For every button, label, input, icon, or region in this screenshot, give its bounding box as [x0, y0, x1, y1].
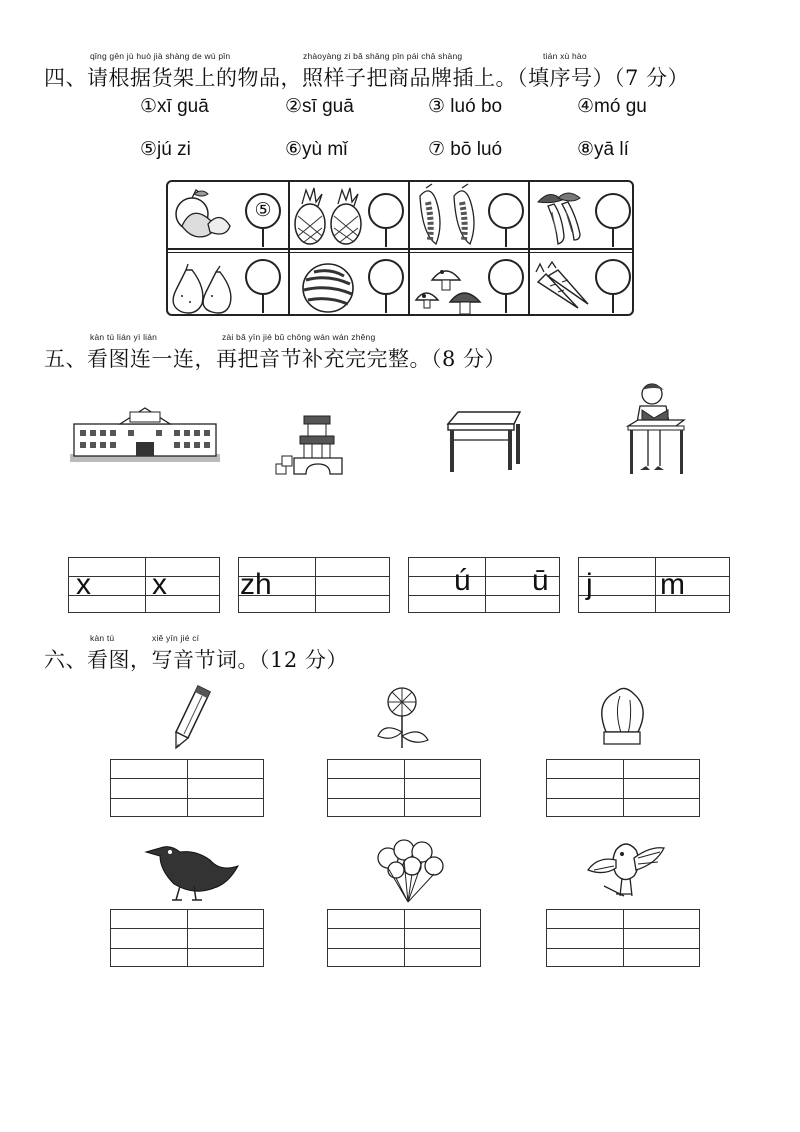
section6-pinyin-a: kàn tú [90, 633, 115, 643]
section6-title: 六、看图，写音节词。（12 分） [44, 648, 348, 672]
sign-slot-2[interactable] [368, 193, 404, 229]
pear-icon [168, 262, 240, 316]
pineapple-icon [290, 184, 368, 246]
crow-icon [140, 834, 240, 904]
word-box-crow[interactable] [110, 909, 264, 967]
carrot-icon [528, 262, 594, 316]
word-box-chrysanthemum[interactable] [327, 759, 481, 817]
box3-right-text: ū [532, 564, 549, 597]
option-8: ⑧yā lí [577, 139, 629, 160]
sign-slot-8[interactable] [595, 259, 631, 295]
watermelon-icon [300, 260, 360, 316]
option-7: ⑦ bō luó [428, 139, 503, 160]
box1-left-text: x [76, 568, 91, 601]
option-4: ④mó gu [577, 96, 647, 117]
section4-pinyin-c: tián xù hào [543, 51, 587, 61]
box4-right-text: m [660, 568, 685, 601]
section5-pinyin-a: kàn tú lián yì lián [90, 332, 158, 342]
orange-icon [172, 184, 244, 244]
option-5: ⑤jú zi [140, 139, 191, 160]
student-reading-icon [624, 380, 694, 480]
box1-right-text: x [152, 568, 167, 601]
balloons-icon [374, 836, 444, 906]
option-3: ③ luó bo [428, 96, 503, 117]
option-2: ②sī guā [285, 96, 354, 117]
section4-pinyin-b: zhàoyàng zi bǎ shāng pǐn pái chā shàng [303, 51, 463, 61]
pinyin-box-4[interactable] [578, 557, 730, 613]
section5-title: 五、看图连一连，再把音节补充完完整。（8 分） [44, 347, 507, 371]
word-box-balloons[interactable] [327, 909, 481, 967]
section6-pinyin-b: xiě yīn jié cí [152, 633, 200, 643]
word-box-cabbage[interactable] [546, 759, 700, 817]
mushroom-icon [412, 260, 484, 318]
sign-slot-7[interactable] [488, 259, 524, 295]
sign-slot-6[interactable] [368, 259, 404, 295]
box4-left-text: j [586, 568, 593, 601]
school-building-icon [70, 406, 220, 462]
sign-slot-5[interactable] [245, 259, 281, 295]
sign-slot-4[interactable] [595, 193, 631, 229]
chrysanthemum-icon [374, 684, 434, 750]
box2-left-text: zh [240, 568, 272, 601]
sign-sample: ⑤ [245, 193, 281, 229]
box3-left-text: ú [454, 564, 471, 597]
word-box-pencil[interactable] [110, 759, 264, 817]
corn-icon [414, 182, 484, 246]
desk-icon [442, 410, 524, 474]
section4-title: 四、请根据货架上的物品，照样子把商品牌插上。（填序号）（7 分） [44, 66, 690, 90]
option-6: ⑥yù mǐ [285, 139, 348, 160]
option-1: ①xī guā [140, 96, 209, 117]
sign-slot-3[interactable] [488, 193, 524, 229]
word-box-bird[interactable] [546, 909, 700, 967]
pencil-icon [174, 684, 214, 750]
bird-icon [586, 834, 666, 904]
loofah-icon [532, 184, 594, 246]
section4-pinyin-a: qǐng gēn jù huò jià shàng de wù pǐn [90, 51, 231, 61]
section5-pinyin-b: zài bǎ yīn jié bǔ chōng wán wán zhěng [222, 332, 376, 342]
cabbage-icon [596, 686, 650, 748]
building-blocks-icon [274, 412, 354, 476]
